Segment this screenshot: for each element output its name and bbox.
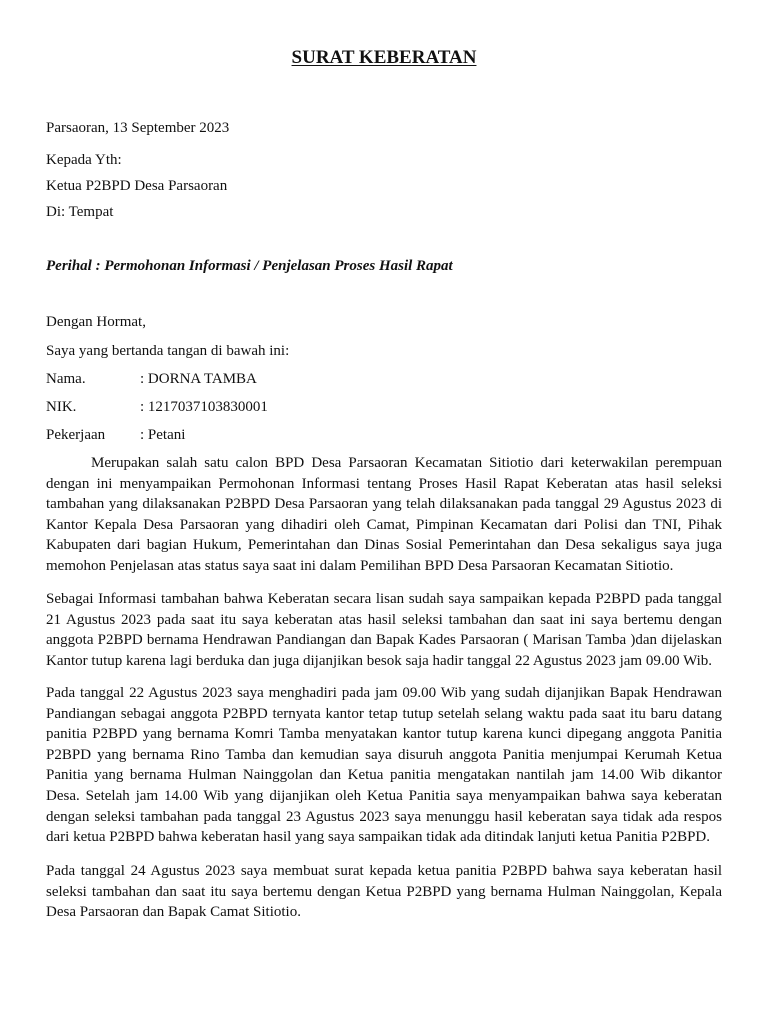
identity-label: Pekerjaan — [46, 427, 106, 443]
subject-line: Perihal : Permohonan Informasi / Penjelasan Proses Hasil Rapat — [46, 258, 453, 274]
identity-label: NIK. — [46, 399, 77, 415]
identity-value: : 1217037103830001 — [140, 399, 268, 415]
recipient-name: Ketua P2BPD Desa Parsaoran — [46, 178, 228, 194]
identity-label: Nama. — [46, 371, 86, 387]
body-paragraph-2: Sebagai Informasi tambahan bahwa Keberatan secara lisan sudah saya sampaikan kepada P2BPD pada tanggal 21 Agustus 2023 pada saat itu saya keberatan atas hasil seleksi tambahan dan saat ini saya bertemu dengan anggota P2BPD bernama Hendrawan Pandiangan dan Bapak Kades Parsaoran ( Marisan Tamba )dan dijelaskan Kantor tutup karena lagi berduka dan juga dijanjikan besok saja hadir tanggal 22 Agustus 2023 jam 09.00 Wib. — [46, 591, 722, 669]
identity-value: : Petani — [140, 427, 186, 443]
letter-title: SURAT KEBERATAN — [291, 47, 477, 68]
recipient-place: Di: Tempat — [46, 204, 114, 220]
identity-row-occupation — [46, 425, 185, 445]
greeting: Dengan Hormat, — [46, 314, 146, 330]
identity-row-name — [46, 369, 257, 389]
recipient-salutation: Kepada Yth: — [46, 152, 122, 168]
intro-line: Saya yang bertanda tangan di bawah ini: — [46, 343, 290, 359]
body-paragraph-4: Pada tanggal 24 Agustus 2023 saya membuat surat kepada ketua panitia P2BPD bahwa saya keberatan hasil seleksi tambahan dan saat itu saya bertemu dengan Ketua P2BPD yang bernama Hulman Nainggolan, Kepala Desa Parsaoran dan Bapak Camat Sitiotio. — [46, 863, 722, 921]
identity-value: : DORNA TAMBA — [140, 371, 257, 387]
identity-row-nik — [46, 397, 268, 417]
body-paragraph-3: Pada tanggal 22 Agustus 2023 saya menghadiri pada jam 09.00 Wib yang sudah dijanjikan Bapak Hendrawan Pandiangan sebagai anggota P2BPD ternyata kantor tetap tutup setelah selang waktu pada saat itu baru datang panitia P2BPD yang bernama Komri Tamba menyatakan kantor tutup karena kunci dipegang anggota Panitia P2BPD yang bernama Rino Tamba dan kemudian saya disuruh anggota Panitia menjumpai Kerumah Ketua Panitia yang bernama Hulman Nainggolan dan Ketua panitia mengatakan nantilah jam 14.00 Wib dikantor Desa. Setelah jam 14.00 Wib yang dijanjikan oleh Ketua Panitia saya menyampaikan bahwa saya keberatan dengan seleksi tambahan pada tanggal 23 Agustus 2023 saya menunggu hasil keberatan saya tidak ada respos dari ketua P2BPD bahwa keberatan hasil yang saya sampaikan tidak ada ditindak lanjuti ketua Panitia P2BPD. — [46, 685, 722, 846]
date-line: Parsaoran, 13 September 2023 — [46, 120, 230, 136]
body-paragraph-1: Merupakan salah satu calon BPD Desa Parsaoran Kecamatan Sitiotio dari keterwakilan perempuan dengan ini menyampaikan Permohonan Informasi tentang Proses Hasil Rapat Keberatan atas hasil seleksi tambahan yang dilaksanakan P2BPD Desa Parsaoran yang telah dilaksanakan pada tanggal 29 Agustus 2023 di Kantor Kepala Desa Parsaoran yang dihadiri oleh Camat, Pimpinan Kecamatan dari Polisi dan TNI, Pihak Kabupaten dari bagian Hukum, Pemerintahan dan Dinas Sosial Pemerintahan dan Desa sekaligus saya juga memohon Penjelasan atas status saya saat ini dalam Pemilihan BPD Desa Parsaoran Kecamatan Sitiotio. — [46, 455, 722, 574]
